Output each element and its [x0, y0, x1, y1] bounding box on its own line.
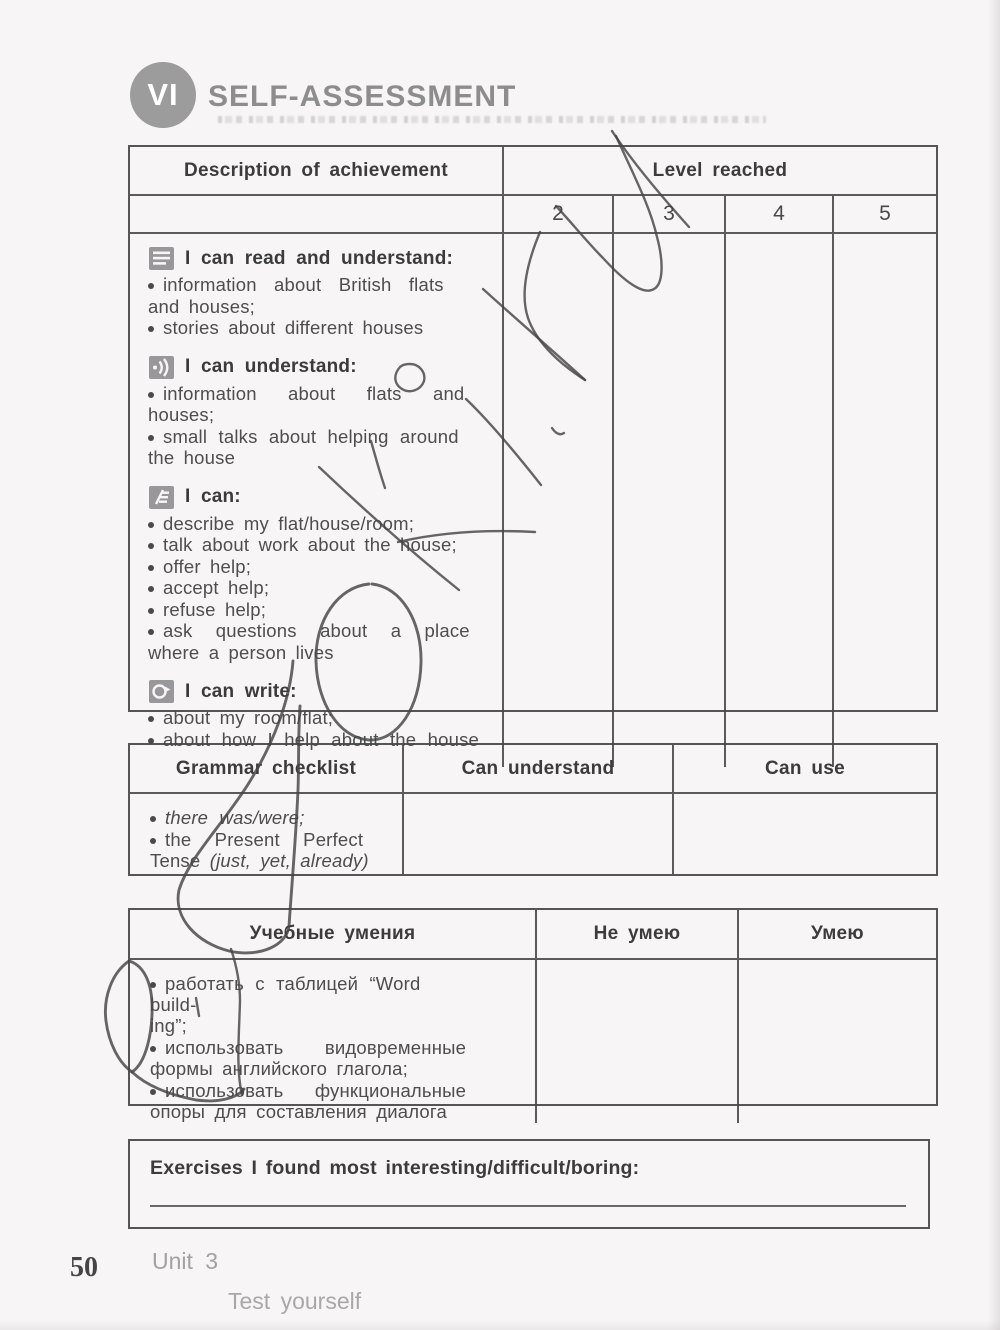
- bullet-dot: [148, 608, 154, 614]
- achievement-table: [128, 145, 938, 750]
- cannot-answer-cell: [535, 958, 737, 1123]
- bullet-dot: [150, 816, 156, 822]
- footer-unit-subtitle: Test yourself: [228, 1288, 362, 1314]
- skills-header-cannot: Не умею: [535, 910, 737, 958]
- achievement-descriptions-cell: [130, 232, 502, 767]
- section-heading: I can:: [185, 486, 241, 508]
- can-understand-answer-cell: [402, 792, 672, 874]
- bullet-dot: [148, 326, 154, 332]
- section-heading: I can understand:: [185, 356, 357, 378]
- bullet-dot: [148, 716, 154, 722]
- bullet-dot: [148, 283, 154, 289]
- bullet-line: and houses;: [148, 295, 256, 317]
- grammar-items-cell: [130, 792, 402, 874]
- bullet-line: the Present Perfect: [150, 829, 388, 851]
- bullet-line: information about flats and: [148, 383, 486, 405]
- bullet-line: houses;: [148, 404, 215, 425]
- grammar-header-checklist: Grammar checklist: [175, 757, 357, 779]
- subheader-empty-cell: [130, 194, 502, 232]
- level-3-answer-cell: [612, 232, 724, 767]
- level-5-answer-cell: [832, 232, 936, 767]
- page-number: 50: [70, 1252, 98, 1283]
- skills-table: [128, 908, 938, 1122]
- bullet-line: опоры для составления диалога: [150, 1101, 447, 1122]
- bullet-dot: [148, 522, 154, 528]
- bullet-line: ask questions about a place: [148, 620, 486, 642]
- listening-icon: [148, 356, 175, 379]
- footer-unit: Unit 3: [152, 1248, 219, 1274]
- can-use-answer-cell: [672, 792, 936, 874]
- bullet-dot: [148, 629, 154, 635]
- bullet-dot: [148, 392, 154, 398]
- bullet-line: refuse help;: [148, 599, 486, 621]
- skills-items-cell: [130, 958, 535, 1123]
- bullet-line: работать с таблицей “Word build-: [150, 973, 421, 1015]
- bullet-line: small talks about helping around: [148, 426, 486, 448]
- skills-header-study-skills: Учебные умения: [249, 923, 416, 944]
- grammar-header-can-use: Can use: [672, 745, 936, 792]
- bullet-dot: [148, 586, 154, 592]
- bullet-line: формы английского глагола;: [150, 1058, 408, 1079]
- section-heading: I can write:: [185, 680, 297, 702]
- bullet-line: offer help;: [148, 556, 486, 578]
- section-listening: [148, 356, 486, 469]
- section-reading: [148, 247, 486, 339]
- bullet-dot: [150, 982, 156, 988]
- level-column-5: 5: [832, 194, 936, 232]
- bullet-line: stories about different houses: [148, 317, 486, 339]
- level-4-answer-cell: [724, 232, 832, 767]
- level-column-4: 4: [724, 194, 832, 232]
- bullet-dot: [148, 565, 154, 571]
- bullet-line: использовать видовременные: [150, 1037, 472, 1059]
- col-header-level-reached: Level reached: [502, 147, 936, 194]
- grammar-table: [128, 743, 938, 876]
- speaking-icon: [148, 486, 175, 509]
- bullet-line: talk about work about the house;: [148, 534, 486, 556]
- grammar-header-can-understand: Can understand: [402, 745, 672, 792]
- answer-line: [150, 1205, 906, 1207]
- bullet-dot: [148, 543, 154, 549]
- badge-label: VI: [147, 77, 179, 112]
- bullet-line: information about British flats: [148, 274, 486, 296]
- reading-icon: [148, 247, 175, 270]
- bullet-line: Tense (just, yet, already): [150, 850, 369, 871]
- section-number-badge: [130, 62, 196, 128]
- bullet-line: ing”;: [150, 1015, 187, 1036]
- illegible-subtext: [218, 116, 766, 123]
- bullet-line: about my room/flat;: [148, 707, 486, 729]
- scan-edge-shadow-right: [988, 0, 1000, 1330]
- skills-header-can: Умею: [737, 910, 936, 958]
- bullet-dot: [150, 838, 156, 844]
- section-speaking: [148, 486, 486, 664]
- section-heading: I can read and understand:: [185, 247, 454, 269]
- writing-icon: [148, 680, 175, 703]
- can-answer-cell: [737, 958, 936, 1123]
- bullet-line: accept help;: [148, 577, 486, 599]
- col-header-description: Description of achievement: [184, 159, 448, 181]
- bullet-line: there was/were;: [150, 807, 388, 829]
- page-title: SELF-ASSESSMENT: [208, 80, 517, 113]
- bullet-dot: [148, 435, 154, 441]
- bullet-line: about how I help about the house: [148, 729, 486, 751]
- level-2-answer-cell: [502, 232, 612, 767]
- exercises-label: Exercises I found most interesting/difficult/boring:: [150, 1157, 640, 1179]
- level-column-3: 3: [612, 194, 724, 232]
- bullet-line: the house: [148, 447, 236, 468]
- bullet-line: describe my flat/house/room;: [148, 513, 486, 535]
- exercises-box: [128, 1139, 930, 1229]
- bullet-dot: [150, 1089, 156, 1095]
- section-writing: [148, 680, 486, 750]
- level-column-2: 2: [502, 194, 612, 232]
- bullet-dot: [150, 1046, 156, 1052]
- scan-edge-shadow-bottom: [0, 1320, 1000, 1330]
- bullet-line: использовать функциональные: [150, 1080, 472, 1102]
- bullet-line: where a person lives: [148, 641, 334, 663]
